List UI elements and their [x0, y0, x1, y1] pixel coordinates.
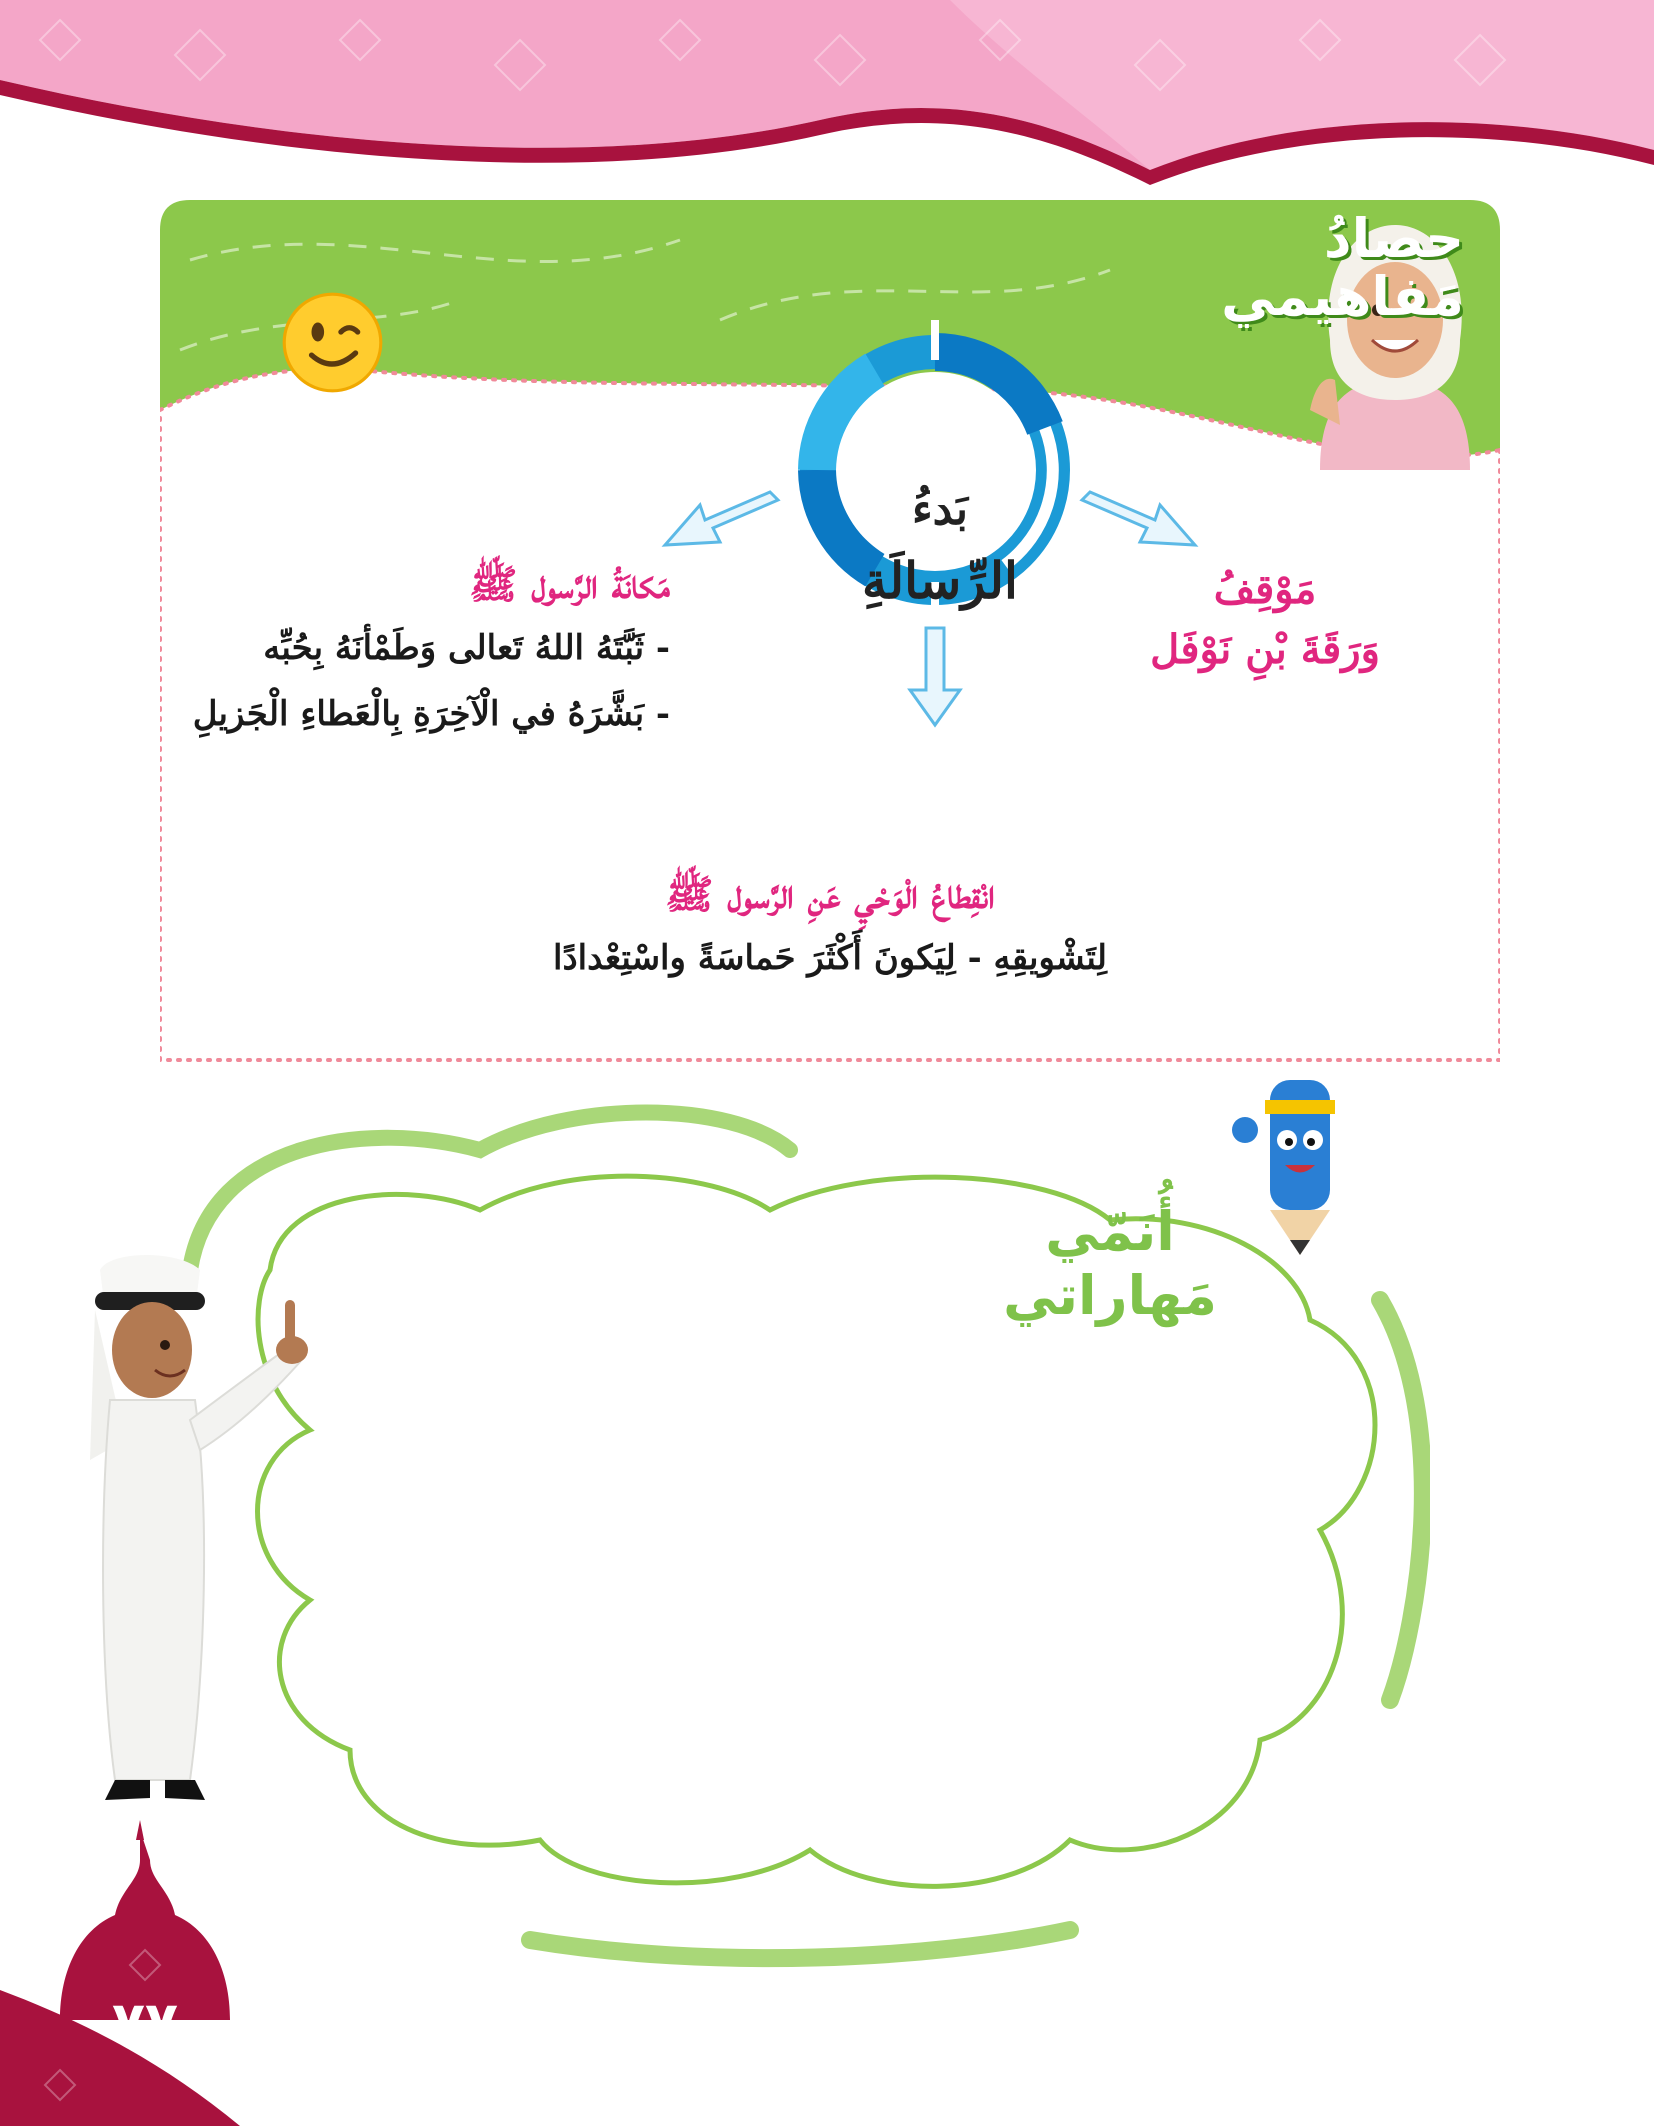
skills-title	[980, 1200, 1240, 1328]
revelation-pause-block	[520, 865, 1140, 991]
skills-title-line1: أُنَمّي	[1045, 1200, 1175, 1263]
top-pattern-banner	[0, 0, 1654, 200]
center-title-line2: الرِّسالَةِ	[862, 551, 1018, 610]
wink-emoji-icon	[280, 290, 385, 395]
revelation-pause-line: لِتَشْويقِهِ - لِيَكونَ أَكْثَرَ حَماسَةً واسْتِعْدادًا	[553, 938, 1107, 978]
page-number: ٧٧	[112, 1990, 178, 2053]
prophet-status-line-2: - بَشَّرَهُ في الْآخِرَةِ بِالْعَطاءِ الْجَزيلِ	[192, 694, 670, 734]
pencil-mascot	[1225, 1060, 1375, 1260]
center-topic-title	[830, 480, 1050, 616]
mosque-dome-decoration	[0, 1820, 330, 2126]
boy-figure	[70, 1250, 340, 1810]
waraqah-stance-block	[1130, 560, 1400, 680]
revelation-pause-heading: انْقِطاعُ الْوَحْيِ عَنِ الرَّسول ﷺ	[665, 871, 995, 918]
harvest-title	[1204, 207, 1464, 328]
harvest-title-line2: مَفاهيمي	[1221, 265, 1464, 328]
skills-title-line2: مَهاراتي	[1003, 1264, 1217, 1327]
center-title-line1: بَدءُ	[911, 484, 969, 535]
waraqah-heading-line2: وَرَقَةَ بْنِ نَوْفَل	[1150, 626, 1380, 673]
prophet-status-heading: مَكانَةُ الرَّسول ﷺ	[469, 561, 670, 608]
prophet-status-line-1: - ثَبَّتَهُ اللهُ تَعالى وَطَمْأنَهُ بِحُبِّه	[263, 628, 670, 668]
waraqah-heading-line1: مَوْقِفُ	[1213, 566, 1317, 613]
harvest-title-line1: حصادُ	[1323, 207, 1464, 270]
prophet-status-block	[150, 555, 670, 747]
